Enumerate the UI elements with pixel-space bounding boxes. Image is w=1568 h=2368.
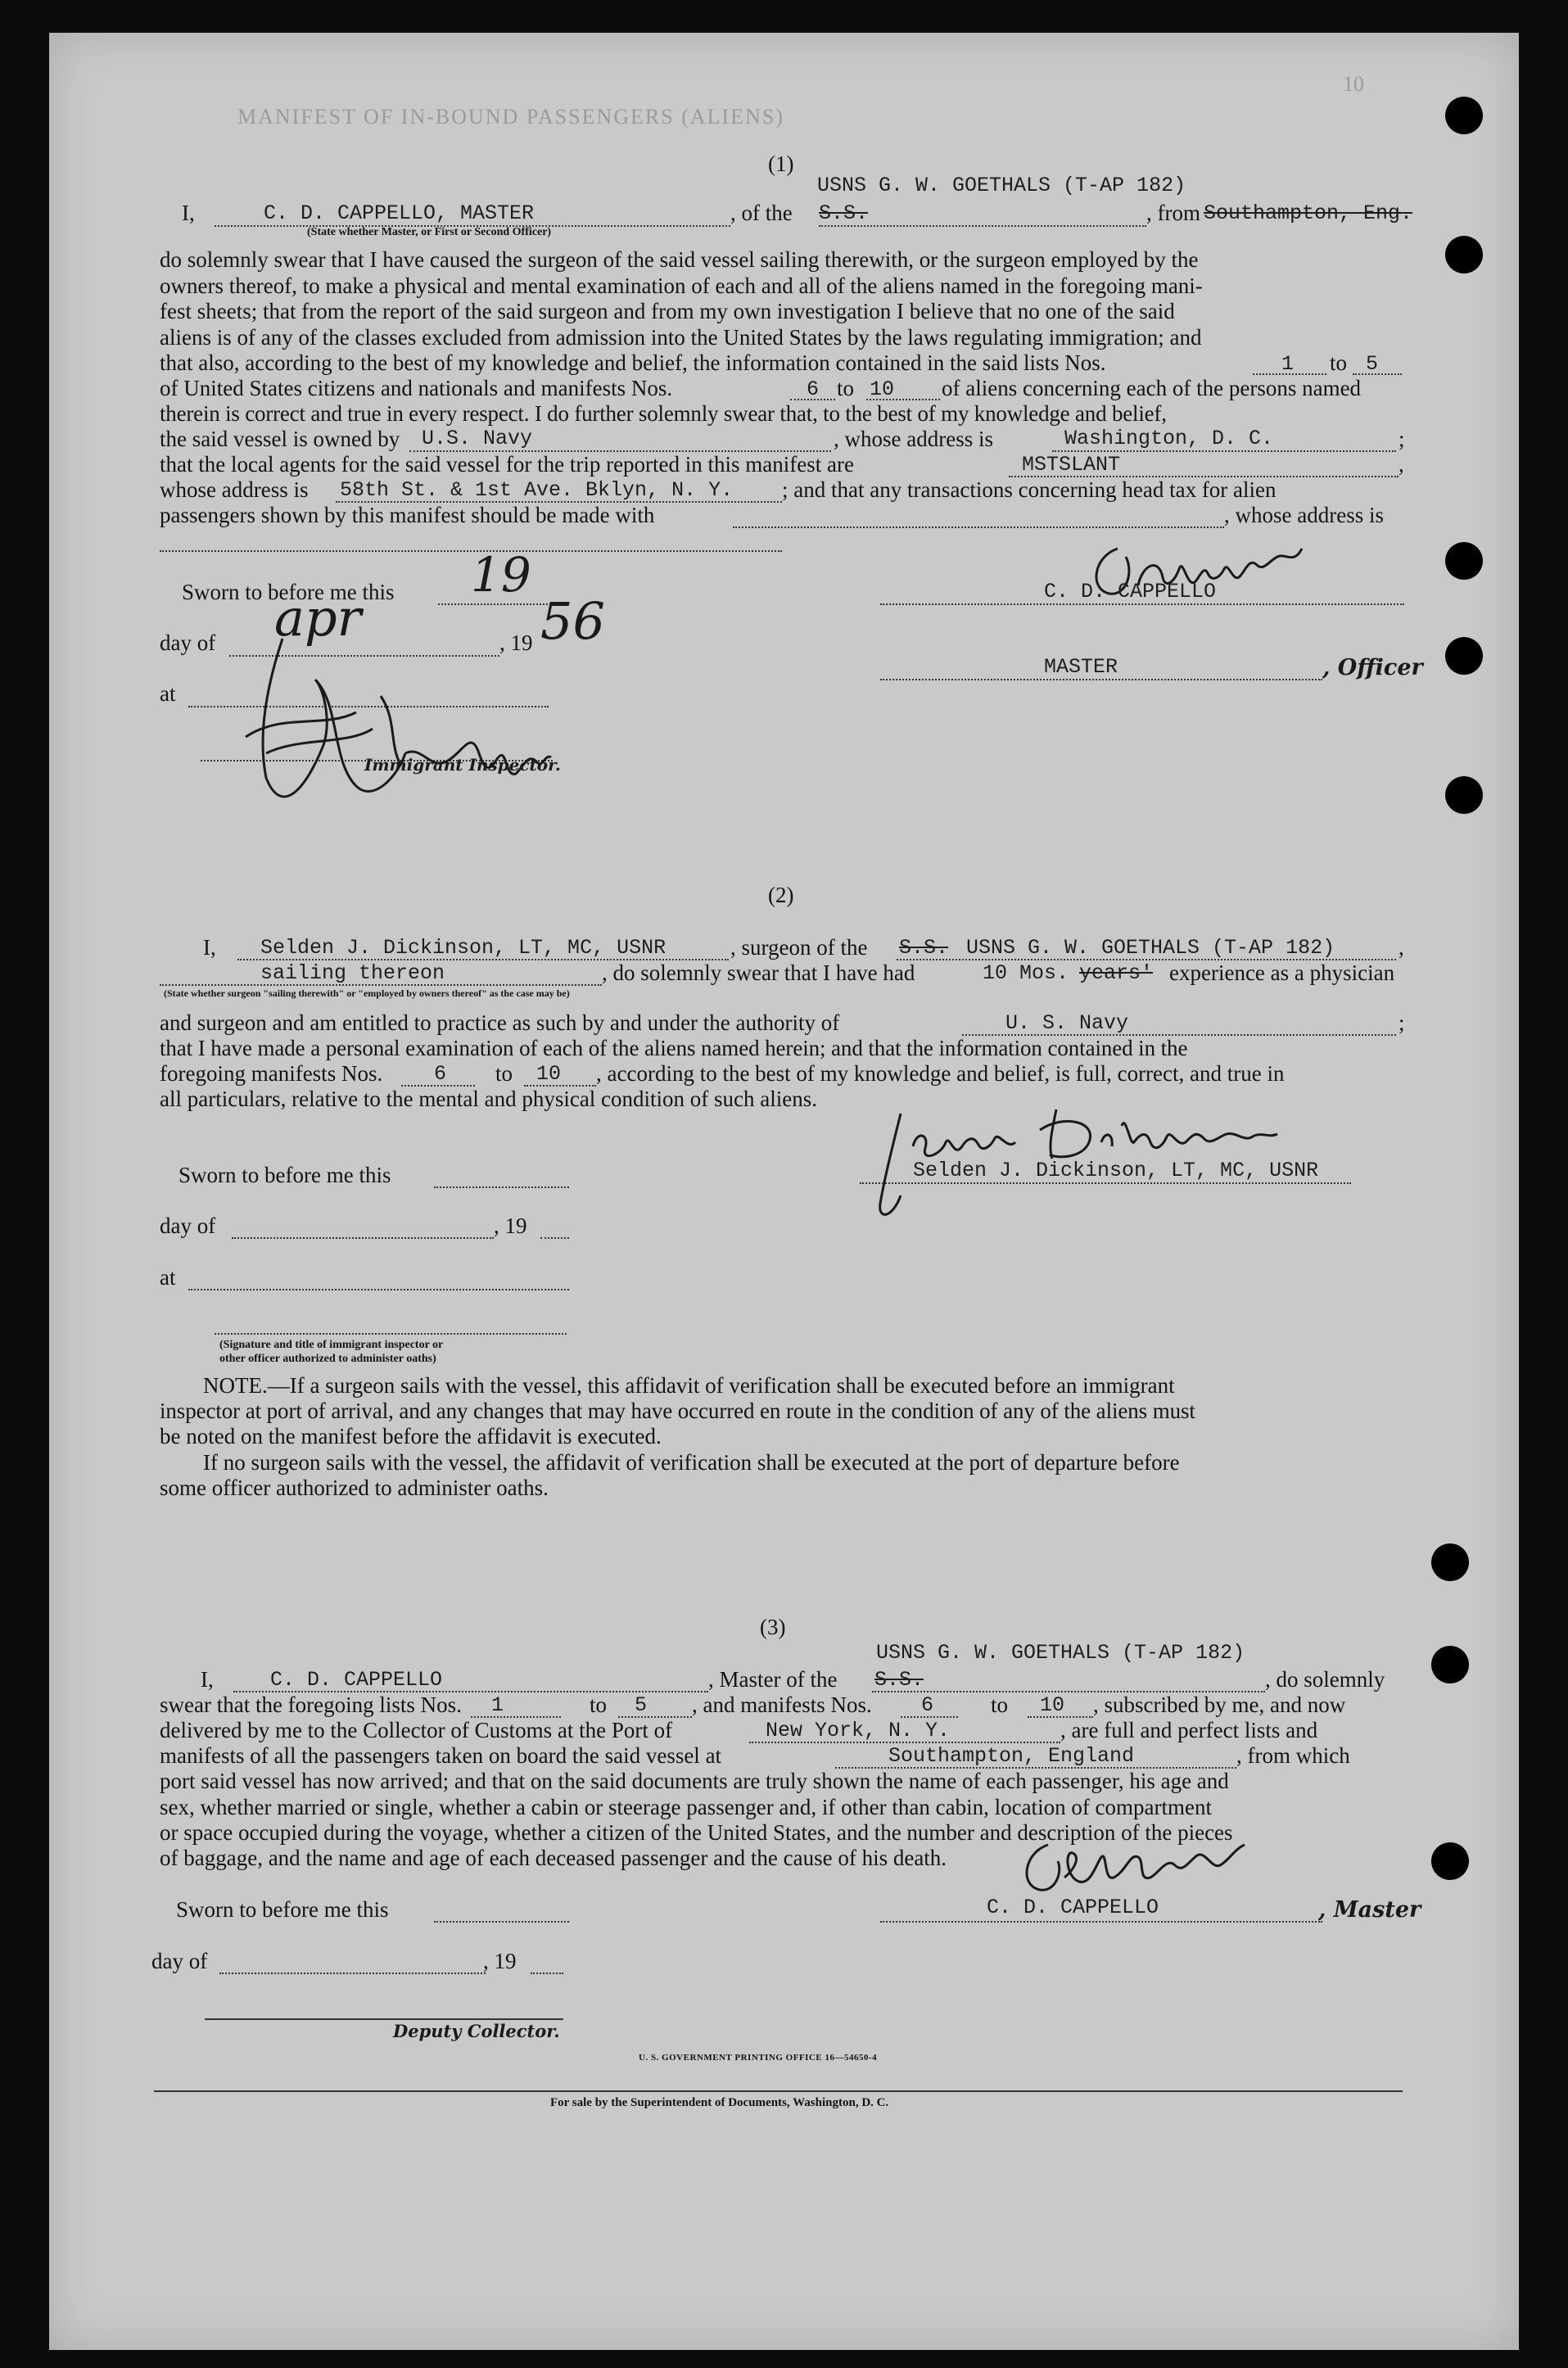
- s3-day-line: [219, 1973, 486, 1974]
- s1-from-port: Southampton, Eng.: [1204, 201, 1413, 225]
- s2-signature-line: [860, 1182, 1351, 1184]
- s3-sworn: Sworn to before me this: [176, 1897, 389, 1922]
- s3-ss-struck: S.S.: [874, 1668, 924, 1692]
- s3-lists-to: 5: [635, 1693, 648, 1717]
- s3-line-2a: swear that the foregoing lists Nos.: [160, 1692, 462, 1717]
- s2-note-5: some officer authorized to administer oaths.: [160, 1475, 549, 1500]
- s1-line-6a: of United States citizens and nationals and manifests Nos.: [160, 376, 673, 400]
- s1-lists-to-label: to: [1330, 350, 1348, 375]
- s2-man-from: 6: [434, 1062, 447, 1086]
- s2-note-1: [203, 1373, 1175, 1399]
- s1-master-typed: C. D. CAPPELLO, MASTER: [264, 201, 535, 225]
- s2-sig-name: Selden J. Dickinson, LT, MC, USNR: [913, 1159, 1319, 1182]
- punch-hole: [1431, 1842, 1469, 1880]
- s1-man-to-line: [866, 399, 940, 400]
- s2-year-line: [540, 1237, 569, 1239]
- s3-deputy-caption: Deputy Collector.: [393, 2021, 560, 2041]
- s3-line-4a: manifests of all the passengers taken on board the said vessel at: [160, 1743, 722, 1768]
- s3-man-to: 10: [1040, 1693, 1065, 1717]
- s1-man-from: 6: [807, 377, 820, 401]
- s2-sworn: Sworn to before me this: [178, 1163, 391, 1187]
- s2-note-4: If no surgeon sails with the vessel, the affidavit of verification shall be executed at the port of departure before: [203, 1450, 1180, 1475]
- s1-line-10b: ; and that any transactions concerning head tax for alien: [782, 477, 1277, 502]
- s1-line: aliens is of any of the classes excluded from admission into the United States by the laws regulating immigration; and: [160, 324, 1202, 350]
- s1-line: do solemnly swear that I have caused the surgeon of the said vessel sailing therewith, or the surgeon employed by the: [160, 247, 1199, 272]
- s2-i: I,: [203, 935, 216, 960]
- s2-sig-caption-2: other officer authorized to administer oaths): [219, 1353, 436, 1365]
- s1-owner: U.S. Navy: [422, 427, 533, 450]
- s3-line-2b: , and manifests Nos.: [692, 1692, 872, 1717]
- s2-line-3a: and surgeon and am entitled to practice as such by and under the authority of: [160, 1010, 840, 1035]
- s1-owner-address: Washington, D. C.: [1064, 427, 1274, 450]
- s3-line-last: of baggage, and the name and age of each deceased passenger and the cause of his death.: [160, 1846, 947, 1870]
- s1-semicolon: ;: [1399, 427, 1405, 451]
- s1-line-6b: of aliens concerning each of the persons named: [942, 376, 1362, 400]
- s1-lists-from-line: [1253, 373, 1326, 375]
- note-text: —If a surgeon sails with the vessel, this affidavit of verification shall be executed before an immigrant: [267, 1373, 1175, 1398]
- s3-man-from-line: [901, 1716, 958, 1718]
- s3-deputy-line: [205, 2018, 563, 2020]
- s2-year-prefix: , 19: [494, 1213, 527, 1238]
- s1-signature-line: [880, 603, 1404, 605]
- s1-headtax-line: [733, 526, 1224, 528]
- s1-sworn: Sworn to before me this: [182, 580, 395, 604]
- s1-man-to: 10: [870, 377, 895, 401]
- s3-master-label: , Master: [1318, 1897, 1421, 1923]
- s2-at: at: [160, 1265, 176, 1290]
- s1-line-5: that also, according to the best of my knowledge and belief, the information contained in the said lists Nos.: [160, 350, 1106, 375]
- s2-surgeon-typed: Selden J. Dickinson, LT, MC, USNR: [260, 936, 667, 960]
- s2-vessel-typed: USNS G. W. GOETHALS (T-AP 182): [966, 936, 1335, 960]
- footer-sale-notice: For sale by the Superintendent of Documents, Washington, D. C.: [550, 2096, 889, 2109]
- s1-line-11b: , whose address is: [1224, 503, 1384, 527]
- note-label: NOTE.: [203, 1373, 268, 1398]
- section-2-number: (2): [768, 883, 794, 907]
- s2-sworn-line: [434, 1186, 569, 1188]
- s1-caption: (State whether Master, or First or Second Officer): [307, 226, 552, 238]
- s3-line: or space occupied during the voyage, whether a citizen of the United States, and the number and description of the pieces: [160, 1820, 1233, 1845]
- s3-day-of: day of: [151, 1949, 208, 1973]
- s3-year-prefix: , 19: [483, 1949, 517, 1973]
- s1-title-line: [880, 679, 1322, 680]
- section-3-number: (3): [760, 1615, 786, 1639]
- s2-authority: U. S. Navy: [1005, 1011, 1129, 1035]
- s3-sig-name: C. D. CAPPELLO: [987, 1896, 1159, 1919]
- s3-lists-from: 1: [491, 1693, 504, 1717]
- s2-day-line: [232, 1237, 494, 1239]
- s2-exp-typed: 10 Mos.: [983, 961, 1069, 985]
- s1-agents: MSTSLANT: [1022, 453, 1121, 477]
- s3-master-typed: C. D. CAPPELLO: [270, 1668, 443, 1692]
- punch-hole: [1445, 97, 1483, 134]
- s3-port-line: [749, 1742, 1060, 1743]
- s2-line-6: all particulars, relative to the mental and physical condition of such aliens.: [160, 1087, 817, 1111]
- s3-man-to-label: to: [991, 1692, 1009, 1717]
- s1-sig-name: C. D. CAPPELLO: [1044, 580, 1217, 603]
- punch-hole: [1431, 1543, 1469, 1581]
- s3-master-of: , Master of the: [708, 1667, 838, 1692]
- s1-lists-from: 1: [1281, 352, 1295, 376]
- s2-note-3: be noted on the manifest before the affidavit is executed.: [160, 1424, 662, 1448]
- s1-from: , from: [1146, 201, 1200, 225]
- s1-inspector-caption: Immigrant Inspector.: [364, 755, 561, 775]
- s1-lists-to-line: [1353, 373, 1402, 375]
- s3-port: New York, N. Y.: [766, 1719, 951, 1742]
- s1-i: I,: [182, 201, 195, 225]
- s1-lists-to: 5: [1366, 352, 1379, 376]
- s1-day-of: day of: [160, 630, 216, 655]
- s1-line-8a: the said vessel is owned by: [160, 427, 400, 451]
- s2-sig-caption-1: (Signature and title of immigrant inspector or: [219, 1339, 444, 1351]
- s3-vessel-typed: USNS G. W. GOETHALS (T-AP 182): [876, 1641, 1245, 1665]
- s2-swear: , do solemnly swear that I have had: [602, 960, 915, 985]
- s2-years-struck: years': [1079, 961, 1154, 985]
- s3-man-from: 6: [921, 1693, 934, 1717]
- section-1-number: (1): [768, 151, 794, 176]
- s1-ss-struck: S.S.: [819, 201, 869, 225]
- s2-at-line: [188, 1289, 569, 1290]
- s1-line: owners thereof, to make a physical and mental examination of each and all of the aliens named in the foregoing mani-: [160, 273, 1203, 298]
- s1-man-to-label: to: [837, 376, 855, 400]
- s1-paragraph: [160, 247, 1404, 350]
- s2-line-5a: foregoing manifests Nos.: [160, 1061, 383, 1086]
- s2-inspector-line: [215, 1333, 567, 1335]
- s1-owner-address-line: [1052, 450, 1396, 452]
- punch-hole: [1445, 236, 1483, 273]
- s3-i: I,: [201, 1667, 214, 1692]
- s2-comma: ,: [1399, 935, 1404, 960]
- s1-of-the: , of the: [730, 201, 793, 225]
- s3-lists-to-label: to: [590, 1692, 608, 1717]
- s2-line-5b: , according to the best of my knowledge and belief, is full, correct, and true in: [596, 1061, 1285, 1086]
- s2-sailing-line: [160, 984, 602, 986]
- s1-line-10a: whose address is: [160, 477, 309, 502]
- punch-hole: [1445, 776, 1483, 814]
- s1-agent-address: 58th St. & 1st Ave. Bklyn, N. Y.: [340, 478, 734, 502]
- s1-at: at: [160, 681, 176, 706]
- punch-hole: [1445, 637, 1483, 675]
- s1-year-prefix: , 19: [499, 630, 533, 655]
- s3-line: sex, whether married or single, whether a cabin or steerage passenger and, if other than cabin, location of compartment: [160, 1794, 1213, 1819]
- s2-day-of: day of: [160, 1213, 216, 1238]
- s1-title-typed: MASTER: [1044, 655, 1118, 679]
- gpo-imprint: U. S. GOVERNMENT PRINTING OFFICE 16—54650-4: [639, 2053, 878, 2063]
- s1-agents-comma: ,: [1399, 452, 1404, 477]
- s1-line-9: that the local agents for the said vessel for the trip reported in this manifest are: [160, 452, 854, 477]
- s3-embark: Southampton, England: [888, 1744, 1135, 1768]
- punch-hole: [1431, 1646, 1469, 1683]
- bleed-through-header: MANIFEST OF IN-BOUND PASSENGERS (ALIENS): [237, 105, 784, 129]
- s1-man-from-line: [790, 399, 835, 400]
- s3-year-line: [531, 1973, 563, 1974]
- s2-sailing-typed: sailing thereon: [260, 961, 445, 985]
- s2-note-2: inspector at port of arrival, and any changes that may have occurred en route in the condition of any of the aliens must: [160, 1399, 1195, 1423]
- s3-sworn-line: [434, 1921, 569, 1923]
- s2-semicolon: ;: [1399, 1010, 1405, 1035]
- footer-rule: [154, 2090, 1403, 2092]
- s1-vessel-line: [819, 225, 1146, 227]
- s1-line-11a: passengers shown by this manifest should be made with: [160, 503, 655, 527]
- s2-man-to-label: to: [495, 1061, 513, 1086]
- s3-line-4b: , from which: [1236, 1743, 1350, 1768]
- s2-caption: (State whether surgeon "sailing therewith" or "employed by owners thereof" as the case may be): [164, 987, 570, 999]
- s3-line-3a: delivered by me to the Collector of Customs at the Port of: [160, 1718, 673, 1742]
- s3-line: port said vessel has now arrived; and that on the said documents are truly shown the name of each passenger, his age and: [160, 1769, 1229, 1793]
- s2-ss-struck: S.S.: [899, 936, 949, 960]
- s1-line-8b: , whose address is: [834, 427, 993, 451]
- inspector-signature: [233, 590, 577, 835]
- s1-line-7: therein is correct and true in every respect. I do further solemnly swear that, to the best of my knowledge and belief,: [160, 401, 1167, 426]
- s1-officer-label: , Officer: [1322, 655, 1423, 680]
- s2-line-4: that I have made a personal examination of each of the aliens named herein; and that the information contained in the: [160, 1036, 1188, 1060]
- s1-year: 56: [540, 591, 605, 651]
- s3-line-3b: , are full and perfect lists and: [1060, 1718, 1318, 1742]
- s1-line: fest sheets; that from the report of the said surgeon and from my own investigation I believe that no one of the said: [160, 299, 1175, 323]
- s1-sworn-day: 19: [471, 547, 531, 603]
- s3-line-2c: , subscribed by me, and now: [1093, 1692, 1346, 1717]
- s3-signature-line: [880, 1921, 1322, 1923]
- s1-vessel-typed: USNS G. W. GOETHALS (T-AP 182): [817, 174, 1186, 197]
- s2-exp-text: experience as a physician: [1169, 960, 1395, 985]
- s3-swear: , do solemnly: [1265, 1667, 1385, 1692]
- s2-surgeon-of: , surgeon of the: [730, 935, 868, 960]
- s1-day-month: apr: [274, 588, 362, 648]
- bleed-through-number: 10: [1343, 72, 1364, 96]
- punch-hole: [1445, 542, 1483, 580]
- s2-man-to: 10: [536, 1062, 562, 1086]
